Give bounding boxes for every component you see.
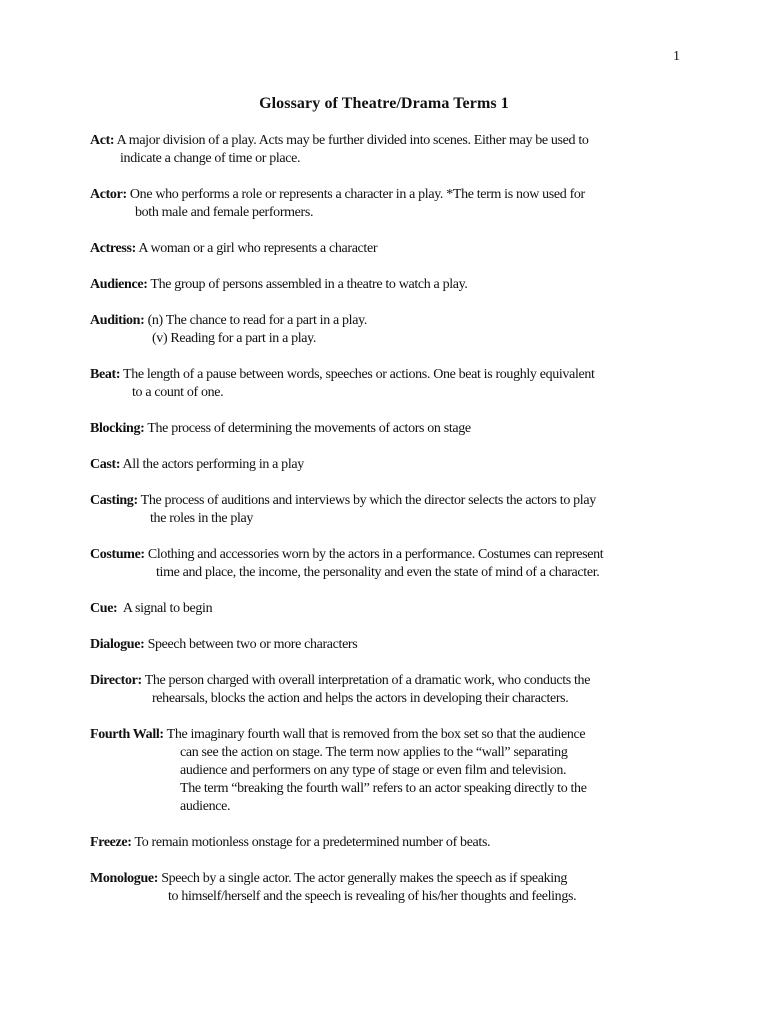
glossary-entry-monologue — [90, 870, 690, 906]
term-definition: (n) The chance to read for a part in a play. — [147, 313, 367, 328]
term-definition: The person charged with overall interpretation of a dramatic work, who conducts the — [144, 673, 591, 688]
term-label: Actress: — [90, 241, 136, 256]
glossary-entry-blocking — [90, 420, 690, 438]
glossary-entry-cast — [90, 456, 690, 474]
glossary-entry-actor — [90, 186, 690, 222]
glossary-entry-act — [90, 132, 690, 168]
term-definition: Speech between two or more characters — [147, 637, 358, 652]
term-definition: The group of persons assembled in a theatre to watch a play. — [150, 277, 468, 292]
term-definition: A major division of a play. Acts may be further divided into scenes. Either may be used to — [116, 133, 589, 148]
page-number: 1 — [673, 49, 680, 64]
term-label: Fourth Wall: — [90, 727, 164, 742]
term-label: Cast: — [90, 457, 121, 472]
term-definition-continued: (v) Reading for a part in a play. — [152, 331, 317, 346]
term-definition-continued: can see the action on stage. The term now applies to the “wall” separating — [180, 745, 568, 760]
term-definition: A signal to begin — [122, 601, 213, 616]
term-label: Director: — [90, 673, 142, 688]
glossary-entry-actress — [90, 240, 690, 258]
term-label: Monologue: — [90, 871, 159, 886]
page-title: Glossary of Theatre/Drama Terms 1 — [259, 95, 509, 112]
term-definition-continued: rehearsals, blocks the action and helps the actors in developing their characters. — [152, 691, 569, 706]
term-label: Casting: — [90, 493, 138, 508]
term-definition-continued: both male and female performers. — [135, 205, 314, 220]
term-label: Actor: — [90, 187, 127, 202]
glossary-entry-fourth-wall — [90, 726, 690, 816]
term-definition: One who performs a role or represents a character in a play. *The term is now used for — [129, 187, 585, 202]
term-label: Beat: — [90, 367, 121, 382]
term-definition: Clothing and accessories worn by the actors in a performance. Costumes can represent — [147, 547, 604, 562]
glossary-list — [90, 132, 690, 924]
term-label: Freeze: — [90, 835, 132, 850]
term-definition-continued: time and place, the income, the personality and even the state of mind of a character. — [156, 565, 600, 580]
glossary-entry-director — [90, 672, 690, 708]
term-definition-continued: to a count of one. — [132, 385, 224, 400]
term-label: Blocking: — [90, 421, 145, 436]
glossary-entry-dialogue — [90, 636, 690, 654]
term-label: Dialogue: — [90, 637, 145, 652]
term-label: Audience: — [90, 277, 148, 292]
term-definition: All the actors performing in a play — [122, 457, 304, 472]
glossary-entry-casting — [90, 492, 690, 528]
term-definition: The process of auditions and interviews by which the director selects the actors to play — [140, 493, 596, 508]
glossary-entry-costume — [90, 546, 690, 582]
term-definition: A woman or a girl who represents a character — [138, 241, 378, 256]
term-label: Act: — [90, 133, 115, 148]
term-label: Costume: — [90, 547, 145, 562]
term-definition-continued: audience and performers on any type of stage or even film and television. — [180, 763, 567, 778]
term-definition-continued: to himself/herself and the speech is revealing of his/her thoughts and feelings. — [168, 889, 577, 904]
term-definition: The imaginary fourth wall that is removed from the box set so that the audience — [166, 727, 586, 742]
term-definition-continued: indicate a change of time or place. — [120, 151, 301, 166]
glossary-entry-audition — [90, 312, 690, 348]
glossary-entry-audience — [90, 276, 690, 294]
term-definition: To remain motionless onstage for a predetermined number of beats. — [134, 835, 491, 850]
term-definition-continued: audience. — [180, 799, 231, 814]
term-label: Cue: — [90, 601, 118, 616]
term-definition: Speech by a single actor. The actor generally makes the speech as if speaking — [161, 871, 568, 886]
glossary-entry-cue — [90, 600, 690, 618]
term-definition-continued: the roles in the play — [150, 511, 254, 526]
glossary-entry-beat — [90, 366, 690, 402]
term-label: Audition: — [90, 313, 145, 328]
term-definition: The length of a pause between words, speeches or actions. One beat is roughly equivalent — [123, 367, 595, 382]
glossary-entry-freeze — [90, 834, 690, 852]
term-definition-continued: The term “breaking the fourth wall” refers to an actor speaking directly to the — [180, 781, 587, 796]
term-definition: The process of determining the movements of actors on stage — [147, 421, 471, 436]
